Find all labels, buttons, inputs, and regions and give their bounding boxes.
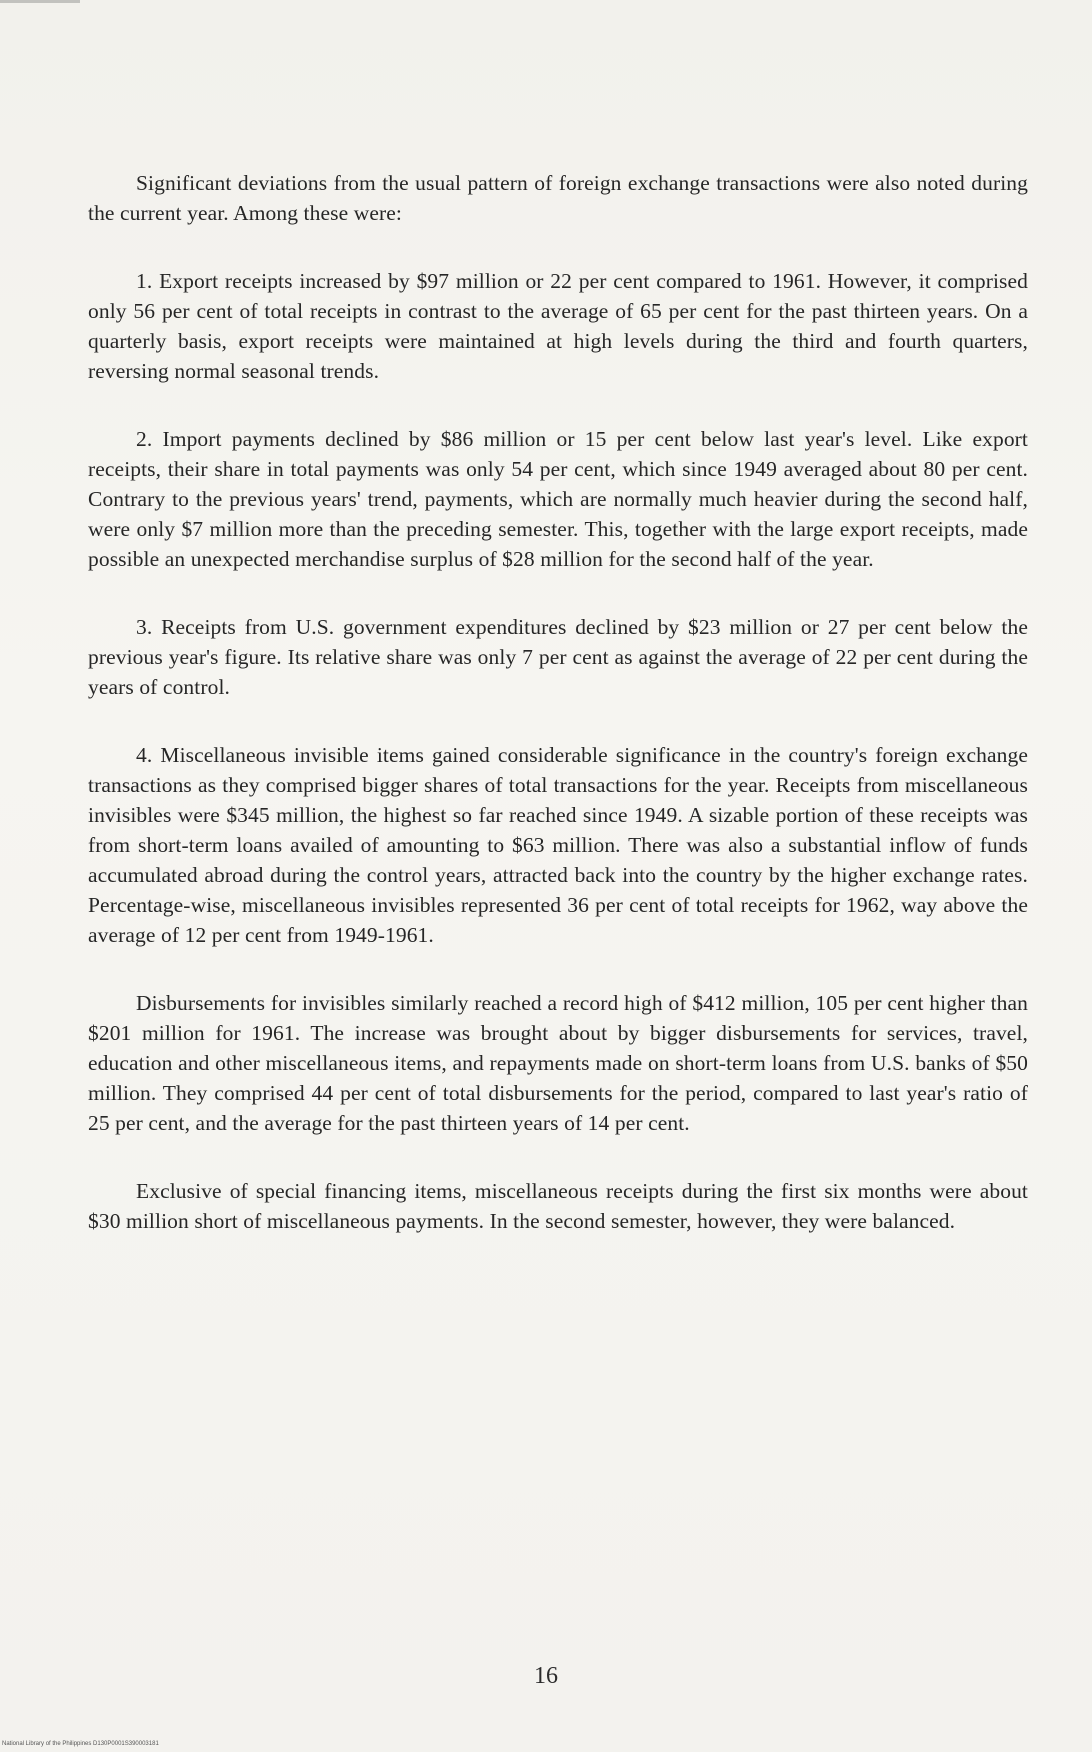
- paragraph-disbursements: Disbursements for invisibles similarly reached a record high of $412 million, 105 per cent higher than $201 million for 1961. The increase was brought about by bigger disbursements for services, travel, education and other miscellaneous items, and repayments made on short-term loans from U.S. banks of $50 million. They comprised 44 per cent of total disbursements for the period, compared to last year's ratio of 25 per cent, and the average for the past thirteen years of 14 per cent.: [88, 991, 1028, 1135]
- paragraph-item-2: 2. Import payments declined by $86 million or 15 per cent below last year's level. Like export receipts, their share in total payments was only 54 per cent, which since 1949 averaged about 80 per cent. Contrary to the previous years' trend, payments, which are normally much heavier during the second half, were only $7 million more than the preceding semester. This, together with the large export receipts, made possible an unexpected merchandise surplus of $28 million for the second half of the year.: [88, 427, 1028, 571]
- paragraph-intro: Significant deviations from the usual pattern of foreign exchange transactions were also noted during the current year. Among these were:: [88, 171, 1028, 225]
- paragraph-exclusive: Exclusive of special financing items, miscellaneous receipts during the first six months were about $30 million short of miscellaneous payments. In the second semester, however, they were balanced.: [88, 1179, 1028, 1233]
- scan-edge-mark: [0, 0, 80, 3]
- paragraph-item-4: 4. Miscellaneous invisible items gained considerable significance in the country's foreign exchange transactions as they comprised bigger shares of total transactions for the year. Receipts from miscellaneous invisibles were $345 million, the highest so far reached since 1949. A sizable portion of these receipts was from short-term loans availed of amounting to $63 million. There was also a substantial inflow of funds accumulated abroad during the control years, attracted back into the country by the higher exchange rates. Percentage-wise, miscellaneous invisibles represented 36 per cent of total receipts for 1962, way above the average of 12 per cent from 1949-1961.: [88, 743, 1028, 947]
- page-number: 16: [534, 1663, 558, 1689]
- paragraph-item-3: 3. Receipts from U.S. government expenditures declined by $23 million or 27 per cent below the previous year's figure. Its relative share was only 7 per cent as against the average of 22 per cent during the years of control.: [88, 615, 1028, 699]
- paragraph-item-1: 1. Export receipts increased by $97 million or 22 per cent compared to 1961. However, it comprised only 56 per cent of total receipts in contrast to the average of 65 per cent for the past thirteen years. On a quarterly basis, export receipts were maintained at high levels during the third and fourth quarters, reversing normal seasonal trends.: [88, 269, 1028, 383]
- page-body: [88, 168, 1028, 1274]
- scan-footer-note: National Library of the Philippines D130P0001S390003181: [2, 1741, 159, 1747]
